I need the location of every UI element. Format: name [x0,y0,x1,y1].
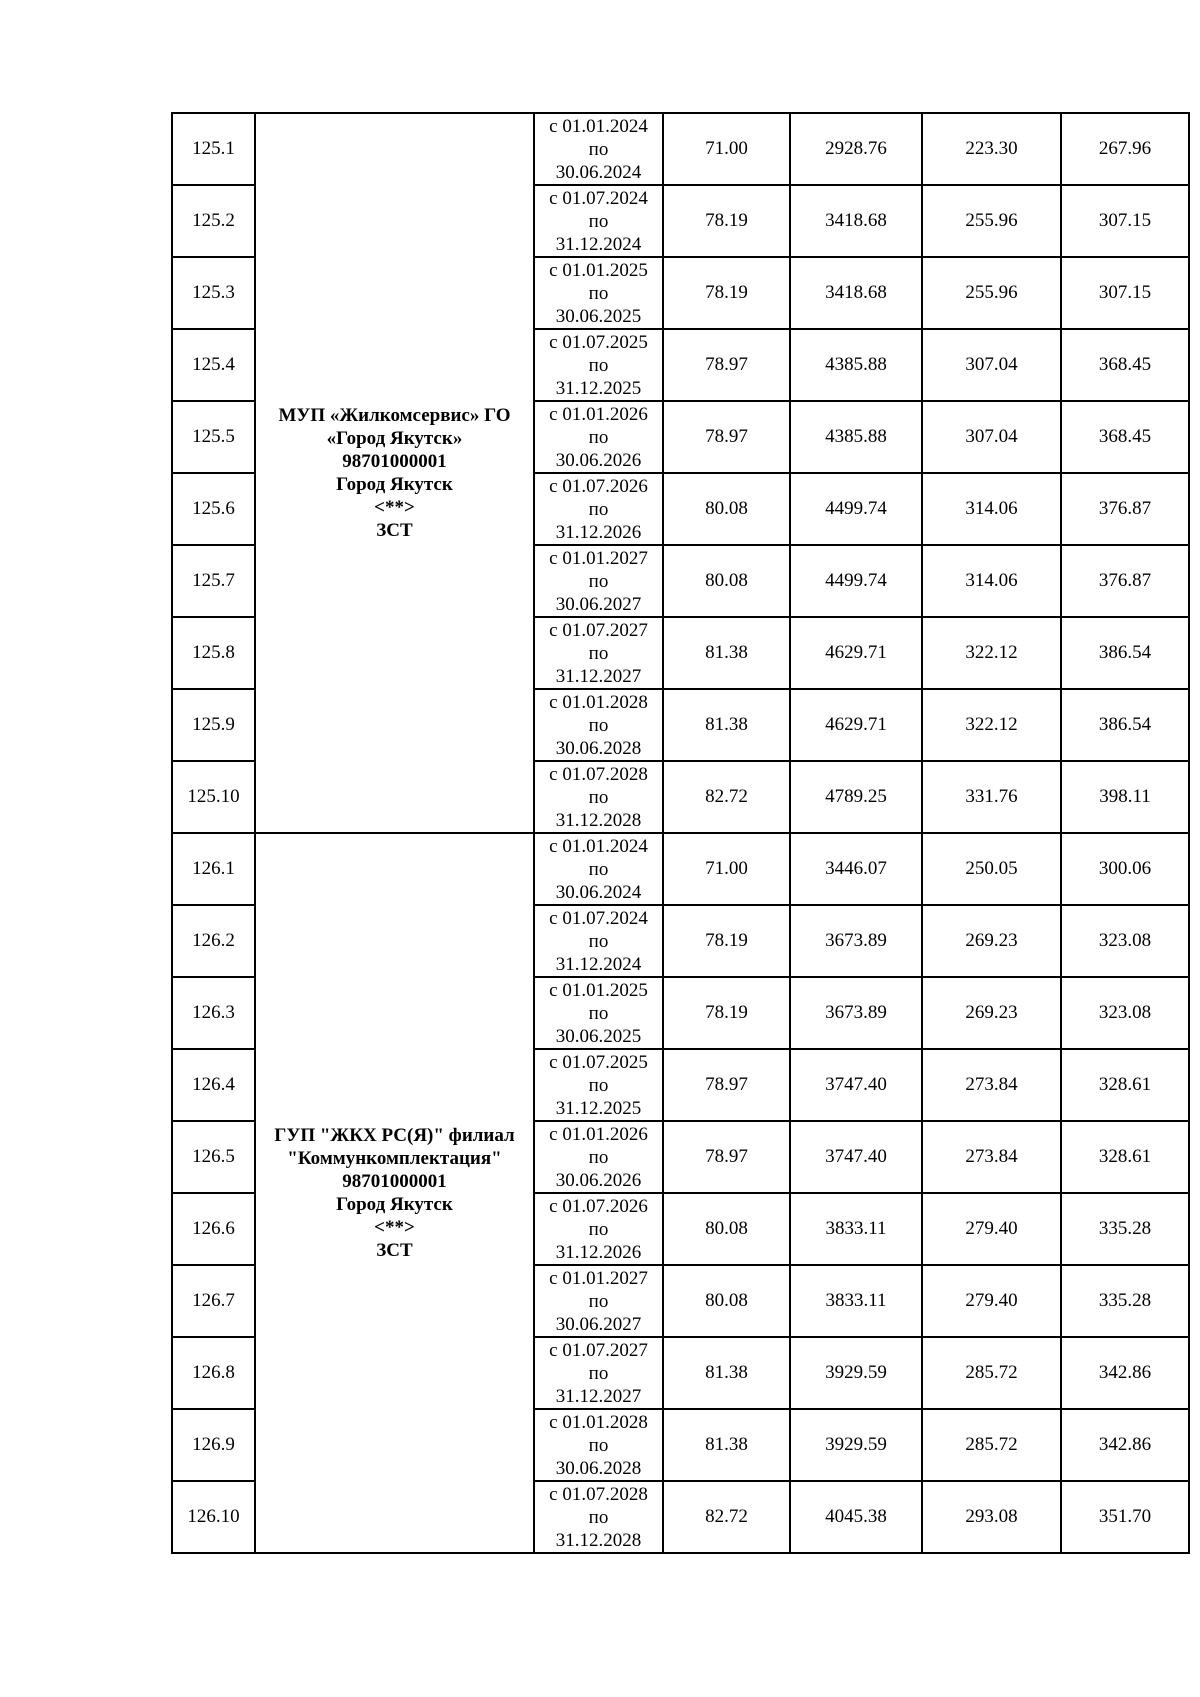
period-line: 30.06.2028 [555,737,642,759]
value-cell-v1: 78.97 [663,1121,790,1193]
value-cell-v3: 279.40 [922,1265,1061,1337]
period-line: с 01.07.2028 [549,763,648,785]
period-cell [534,113,663,185]
period-line: 31.12.2028 [555,809,642,831]
period-line: 30.06.2027 [555,1313,642,1335]
value-cell-v4: 368.45 [1061,329,1189,401]
value-cell-v1: 78.19 [663,185,790,257]
organization-line: ЗСТ [376,520,413,541]
period-line: по [588,138,609,160]
organization-line: Город Якутск [336,1194,453,1215]
value-cell-v1: 78.19 [663,257,790,329]
period-line: с 01.01.2026 [549,403,648,425]
period-line: 30.06.2028 [555,1457,642,1479]
period-line: по [588,786,609,808]
period-line: по [588,210,609,232]
period-line: с 01.07.2024 [549,907,648,929]
period-cell [534,833,663,905]
value-cell-v1: 81.38 [663,1337,790,1409]
period-line: по [588,1002,609,1024]
period-cell [534,977,663,1049]
period-line: с 01.07.2027 [549,619,648,641]
period-line: с 01.01.2027 [549,547,648,569]
value-cell-v3: 269.23 [922,905,1061,977]
period-line: по [588,858,609,880]
row-number-cell: 125.1 [172,113,255,185]
row-number-cell: 126.9 [172,1409,255,1481]
period-cell [534,1409,663,1481]
row-number-cell: 126.2 [172,905,255,977]
value-cell-v2: 4045.38 [790,1481,922,1553]
value-cell-v4: 328.61 [1061,1049,1189,1121]
period-line: 31.12.2026 [555,521,642,543]
value-cell-v3: 307.04 [922,401,1061,473]
value-cell-v1: 71.00 [663,833,790,905]
period-line: 31.12.2024 [555,953,642,975]
value-cell-v4: 307.15 [1061,257,1189,329]
value-cell-v4: 342.86 [1061,1337,1189,1409]
value-cell-v3: 293.08 [922,1481,1061,1553]
value-cell-v4: 323.08 [1061,977,1189,1049]
period-line: 30.06.2025 [555,305,642,327]
period-line: 30.06.2027 [555,593,642,615]
period-line: с 01.07.2024 [549,187,648,209]
value-cell-v1: 78.97 [663,1049,790,1121]
period-line: по [588,930,609,952]
period-line: с 01.07.2028 [549,1483,648,1505]
row-number-cell: 125.5 [172,401,255,473]
row-number-cell: 125.6 [172,473,255,545]
period-line: по [588,1434,609,1456]
value-cell-v3: 273.84 [922,1049,1061,1121]
row-number-cell: 126.5 [172,1121,255,1193]
period-line: 31.12.2026 [555,1241,642,1263]
period-line: по [588,570,609,592]
value-cell-v2: 3673.89 [790,905,922,977]
organization-line: 98701000001 [342,1171,447,1192]
value-cell-v4: 307.15 [1061,185,1189,257]
value-cell-v2: 2928.76 [790,113,922,185]
period-cell [534,401,663,473]
value-cell-v2: 3833.11 [790,1265,922,1337]
organization-line: ГУП "ЖКХ РС(Я)" филиал [274,1125,515,1146]
value-cell-v2: 3747.40 [790,1049,922,1121]
period-line: с 01.07.2025 [549,1051,648,1073]
value-cell-v4: 351.70 [1061,1481,1189,1553]
value-cell-v3: 255.96 [922,185,1061,257]
row-number-cell: 125.9 [172,689,255,761]
period-line: с 01.01.2028 [549,1411,648,1433]
period-line: по [588,498,609,520]
value-cell-v4: 328.61 [1061,1121,1189,1193]
period-cell [534,545,663,617]
value-cell-v4: 398.11 [1061,761,1189,833]
period-line: 30.06.2026 [555,1169,642,1191]
period-line: с 01.07.2025 [549,331,648,353]
value-cell-v2: 3929.59 [790,1409,922,1481]
organization-line: 98701000001 [342,451,447,472]
row-number-cell: 125.8 [172,617,255,689]
period-cell [534,761,663,833]
period-line: 31.12.2025 [555,377,642,399]
value-cell-v2: 3418.68 [790,257,922,329]
organization-line: <**> [374,1217,415,1238]
value-cell-v4: 376.87 [1061,545,1189,617]
period-line: по [588,1146,609,1168]
value-cell-v3: 314.06 [922,545,1061,617]
value-cell-v4: 335.28 [1061,1193,1189,1265]
organization-line: Город Якутск [336,474,453,495]
value-cell-v4: 376.87 [1061,473,1189,545]
organization-line: МУП «Жилкомсервис» ГО [278,405,511,426]
period-line: с 01.07.2026 [549,1195,648,1217]
row-number-cell: 125.7 [172,545,255,617]
period-line: с 01.01.2025 [549,259,648,281]
period-line: по [588,1218,609,1240]
organization-line: <**> [374,497,415,518]
value-cell-v3: 331.76 [922,761,1061,833]
period-cell [534,689,663,761]
value-cell-v2: 3446.07 [790,833,922,905]
value-cell-v2: 4499.74 [790,545,922,617]
value-cell-v1: 80.08 [663,473,790,545]
value-cell-v3: 285.72 [922,1409,1061,1481]
value-cell-v2: 3673.89 [790,977,922,1049]
value-cell-v3: 314.06 [922,473,1061,545]
row-number-cell: 126.6 [172,1193,255,1265]
value-cell-v3: 279.40 [922,1193,1061,1265]
period-line: 30.06.2025 [555,1025,642,1047]
row-number-cell: 125.2 [172,185,255,257]
period-line: по [588,426,609,448]
period-line: по [588,1362,609,1384]
value-cell-v2: 4629.71 [790,689,922,761]
value-cell-v3: 255.96 [922,257,1061,329]
organization-line: «Город Якутск» [326,428,463,449]
value-cell-v1: 80.08 [663,1193,790,1265]
value-cell-v1: 71.00 [663,113,790,185]
value-cell-v3: 273.84 [922,1121,1061,1193]
period-line: по [588,1290,609,1312]
row-number-cell: 126.1 [172,833,255,905]
value-cell-v1: 80.08 [663,545,790,617]
value-cell-v1: 81.38 [663,689,790,761]
period-line: 31.12.2024 [555,233,642,255]
period-line: по [588,354,609,376]
value-cell-v2: 3929.59 [790,1337,922,1409]
period-line: с 01.01.2027 [549,1267,648,1289]
period-line: по [588,1506,609,1528]
value-cell-v3: 250.05 [922,833,1061,905]
value-cell-v4: 386.54 [1061,617,1189,689]
period-cell [534,473,663,545]
value-cell-v1: 81.38 [663,1409,790,1481]
period-line: по [588,282,609,304]
value-cell-v1: 81.38 [663,617,790,689]
value-cell-v2: 3833.11 [790,1193,922,1265]
row-number-cell: 126.7 [172,1265,255,1337]
value-cell-v1: 80.08 [663,1265,790,1337]
period-cell [534,1481,663,1553]
value-cell-v1: 78.97 [663,329,790,401]
value-cell-v2: 4629.71 [790,617,922,689]
value-cell-v1: 82.72 [663,761,790,833]
value-cell-v2: 4385.88 [790,401,922,473]
period-line: 30.06.2024 [555,881,642,903]
period-line: 31.12.2027 [555,1385,642,1407]
period-line: с 01.01.2028 [549,691,648,713]
period-line: 31.12.2027 [555,665,642,687]
period-cell [534,1121,663,1193]
value-cell-v3: 269.23 [922,977,1061,1049]
period-line: с 01.01.2024 [549,115,648,137]
period-cell [534,905,663,977]
organization-line: ЗСТ [376,1240,413,1261]
value-cell-v3: 223.30 [922,113,1061,185]
period-cell [534,1049,663,1121]
row-number-cell: 125.4 [172,329,255,401]
row-number-cell: 126.3 [172,977,255,1049]
period-cell [534,1265,663,1337]
value-cell-v4: 368.45 [1061,401,1189,473]
period-cell [534,329,663,401]
period-cell [534,617,663,689]
value-cell-v4: 335.28 [1061,1265,1189,1337]
period-line: с 01.01.2024 [549,835,648,857]
period-line: по [588,714,609,736]
period-line: по [588,642,609,664]
value-cell-v3: 322.12 [922,689,1061,761]
value-cell-v3: 322.12 [922,617,1061,689]
period-line: 30.06.2024 [555,161,642,183]
period-line: с 01.07.2027 [549,1339,648,1361]
row-number-cell: 126.8 [172,1337,255,1409]
value-cell-v1: 82.72 [663,1481,790,1553]
period-line: 30.06.2026 [555,449,642,471]
row-number-cell: 125.3 [172,257,255,329]
value-cell-v4: 300.06 [1061,833,1189,905]
value-cell-v1: 78.97 [663,401,790,473]
period-line: по [588,1074,609,1096]
table-row [172,113,1189,185]
value-cell-v4: 267.96 [1061,113,1189,185]
value-cell-v2: 3747.40 [790,1121,922,1193]
value-cell-v2: 3418.68 [790,185,922,257]
row-number-cell: 125.10 [172,761,255,833]
value-cell-v2: 4499.74 [790,473,922,545]
period-line: с 01.01.2026 [549,1123,648,1145]
value-cell-v2: 4385.88 [790,329,922,401]
organization-line: "Коммункомплектация" [287,1148,502,1169]
period-cell [534,257,663,329]
tariff-table-body [172,113,1189,1553]
value-cell-v3: 285.72 [922,1337,1061,1409]
value-cell-v2: 4789.25 [790,761,922,833]
period-line: 31.12.2028 [555,1529,642,1551]
organization-cell [255,833,534,1553]
value-cell-v4: 386.54 [1061,689,1189,761]
organization-cell [255,113,534,833]
value-cell-v3: 307.04 [922,329,1061,401]
period-cell [534,185,663,257]
row-number-cell: 126.10 [172,1481,255,1553]
value-cell-v1: 78.19 [663,905,790,977]
value-cell-v1: 78.19 [663,977,790,1049]
period-line: с 01.01.2025 [549,979,648,1001]
value-cell-v4: 323.08 [1061,905,1189,977]
period-line: 31.12.2025 [555,1097,642,1119]
row-number-cell: 126.4 [172,1049,255,1121]
period-cell [534,1193,663,1265]
period-cell [534,1337,663,1409]
table-row [172,833,1189,905]
tariff-table [171,112,1190,1554]
value-cell-v4: 342.86 [1061,1409,1189,1481]
period-line: с 01.07.2026 [549,475,648,497]
